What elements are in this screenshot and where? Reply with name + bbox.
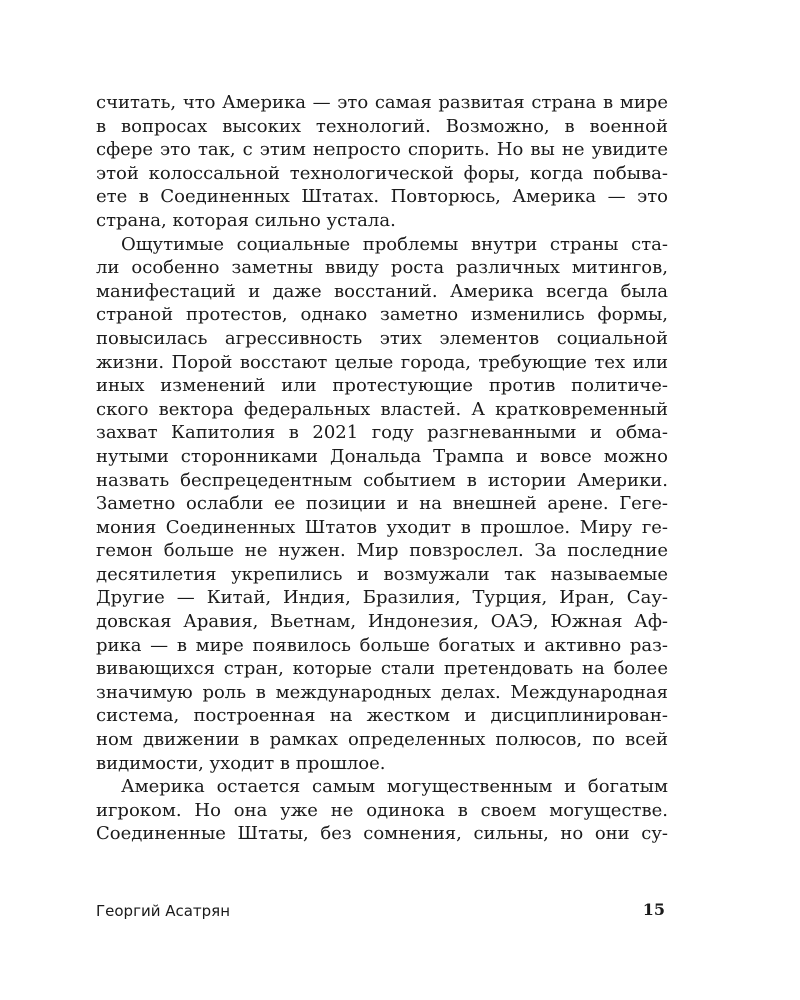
- text-line: довская Аравия, Вьетнам, Индонезия, ОАЭ, Южная Аф-: [96, 611, 668, 633]
- text-line: Заметно ослабли ее позиции и на внешней арене. Геге-: [96, 493, 668, 515]
- text-line: захват Капитолия в 2021 году разгневанными и обма-: [96, 422, 668, 444]
- body-text: [96, 91, 668, 846]
- paragraph-first-line: Ощутимые социальные проблемы внутри страны ста-: [121, 233, 668, 255]
- text-line: система, построенная на жестком и дисциплинирован-: [96, 705, 668, 727]
- text-line: Соединенные Штаты, без сомнения, сильны, но они су-: [96, 823, 668, 845]
- text-line: десятилетия укрепились и возмужали так называемые: [96, 563, 668, 585]
- text-line: иных изменений или протестующие против политиче-: [96, 375, 668, 397]
- text-line: ном движении в рамках определенных полюсов, по всей: [96, 729, 668, 751]
- text-line: ского вектора федеральных властей. А кратковременный: [96, 398, 668, 420]
- text-line: Другие — Китай, Индия, Бразилия, Турция, Иран, Сау-: [96, 587, 668, 609]
- text-line: гемон больше не нужен. Мир повзрослел. За последние: [96, 540, 668, 562]
- text-line: игроком. Но она уже не одинока в своем могуществе.: [96, 799, 668, 821]
- text-line: сфере это так, с этим непросто спорить. Но вы не увидите: [96, 139, 668, 161]
- text-line: вивающихся стран, которые стали претендовать на более: [96, 658, 668, 680]
- text-line: манифестаций и даже восстаний. Америка всегда была: [96, 280, 668, 302]
- text-line: повысилась агрессивность этих элементов социальной: [96, 327, 668, 349]
- text-line: рика — в мире появилось больше богатых и активно раз-: [96, 634, 668, 656]
- text-line: назвать беспрецедентным событием в истории Америки.: [96, 469, 668, 491]
- text-line: страна, которая сильно устала.: [96, 209, 396, 231]
- text-line: нутыми сторонниками Дональда Трампа и вовсе можно: [96, 445, 668, 467]
- text-line: жизни. Порой восстают целые города, требующие тех или: [96, 351, 668, 373]
- text-line: видимости, уходит в прошлое.: [96, 752, 386, 774]
- text-line: этой колоссальной технологической форы, когда побыва-: [96, 162, 668, 184]
- page-number: 15: [642, 900, 665, 919]
- text-line: ете в Соединенных Штатах. Повторюсь, Америка — это: [96, 186, 668, 208]
- text-line: страной протестов, однако заметно изменились формы,: [96, 304, 668, 326]
- text-line: мония Соединенных Штатов уходит в прошлое. Миру ге-: [96, 516, 668, 538]
- text-line: в вопросах высоких технологий. Возможно, в военной: [96, 115, 668, 137]
- text-line: считать, что Америка — это самая развитая страна в мире: [96, 92, 668, 113]
- running-footer-author: Георгий Асатрян: [96, 902, 231, 920]
- paragraph-first-line: Америка остается самым могущественным и богатым: [121, 776, 668, 798]
- text-line: значимую роль в международных делах. Международная: [96, 681, 668, 703]
- text-line: ли особенно заметны ввиду роста различных митингов,: [96, 257, 668, 279]
